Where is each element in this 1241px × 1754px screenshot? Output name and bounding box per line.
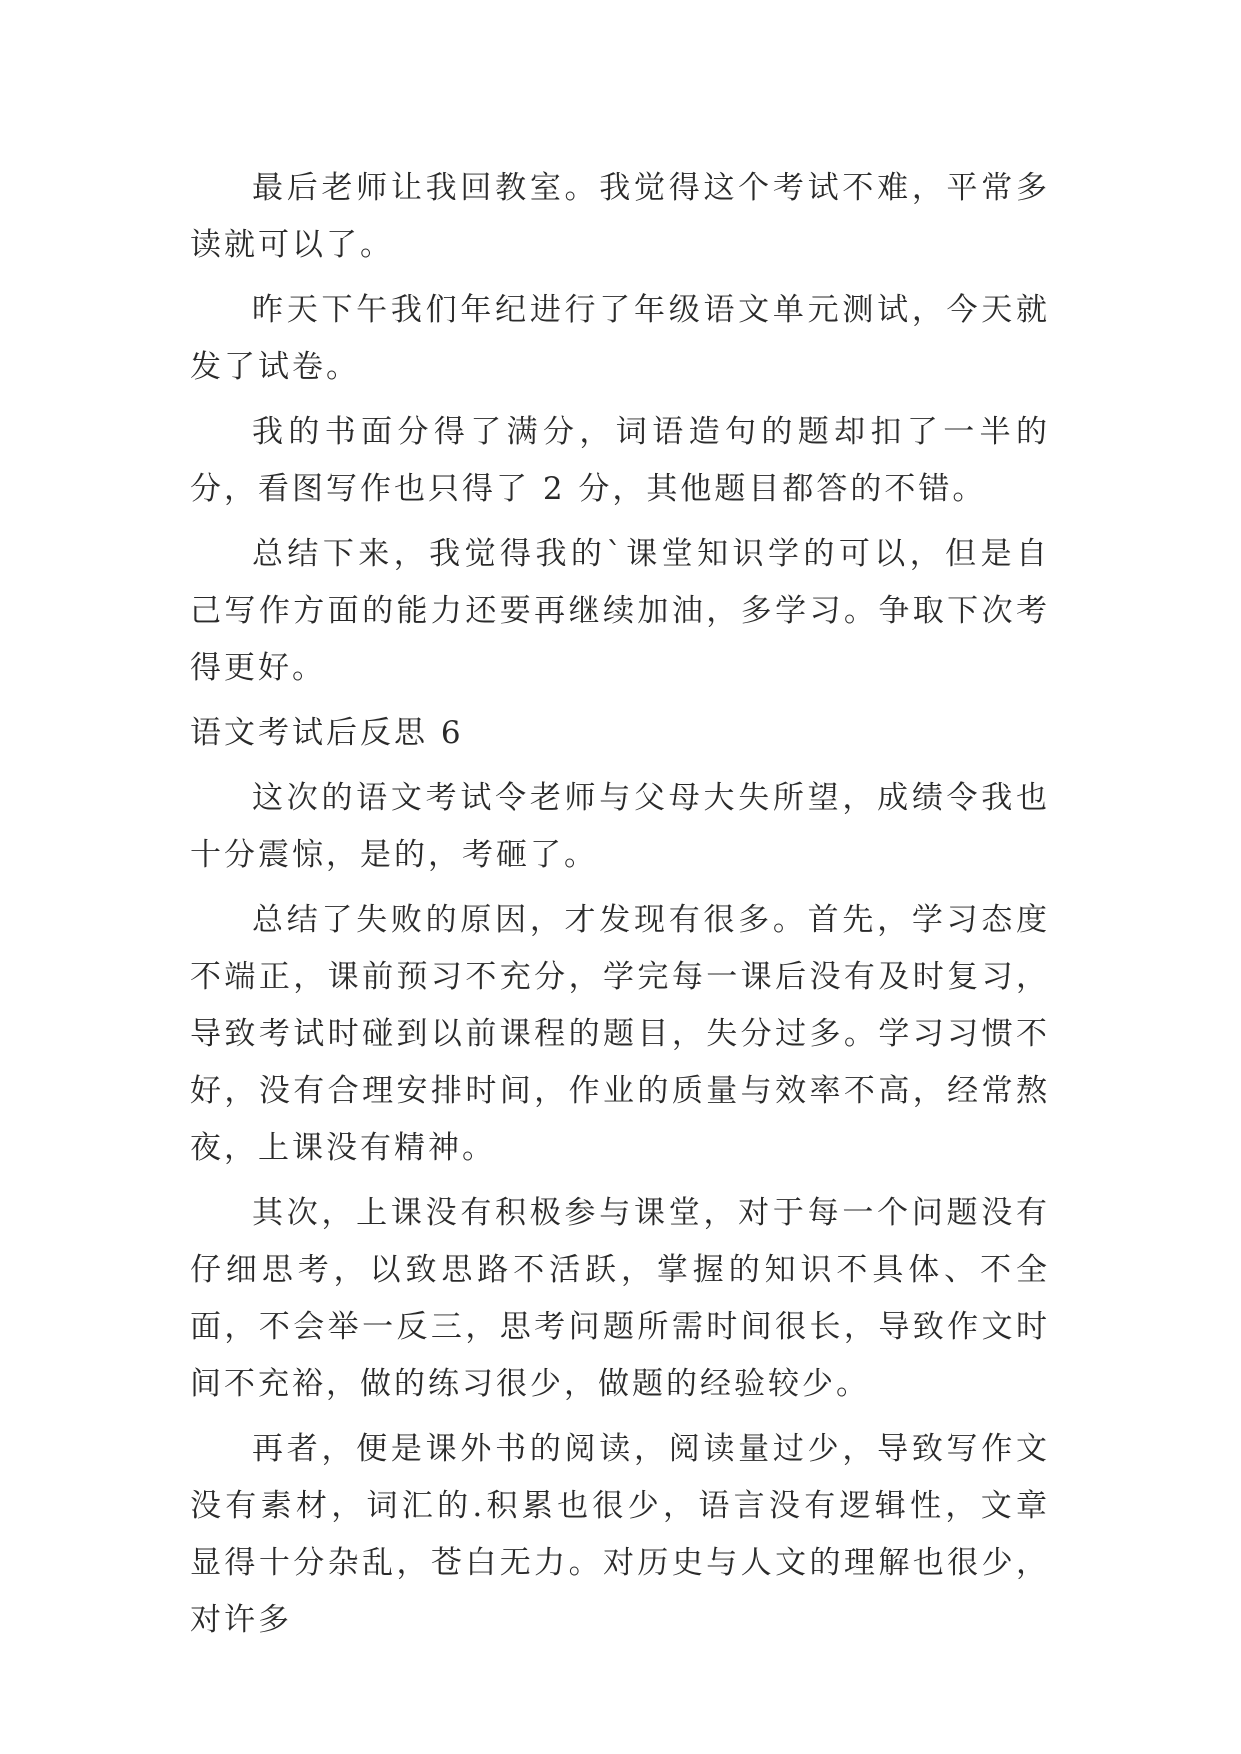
paragraph: 其次，上课没有积极参与课堂，对于每一个问题没有仔细思考，以致思路不活跃，掌握的知识不具体、不全面，不会举一反三，思考问题所需时间很长，导致作文时间不充裕，做的练习很少，做题的经验较少。 xyxy=(190,1195,1050,1402)
paragraph: 最后老师让我回教室。我觉得这个考试不难，平常多读就可以了。 xyxy=(190,170,1050,263)
paragraph: 我的书面分得了满分，词语造句的题却扣了一半的分，看图写作也只得了 2 分，其他题目都答的不错。 xyxy=(190,414,1050,507)
paragraph: 昨天下午我们年纪进行了年级语文单元测试，今天就发了试卷。 xyxy=(190,292,1050,385)
paragraph: 再者，便是课外书的阅读，阅读量过少，导致写作文没有素材，词汇的.积累也很少，语言没有逻辑性，文章显得十分杂乱，苍白无力。对历史与人文的理解也很少，对许多 xyxy=(190,1431,1050,1638)
paragraph: 总结下来，我觉得我的`课堂知识学的可以，但是自己写作方面的能力还要再继续加油，多学习。争取下次考得更好。 xyxy=(190,536,1050,686)
section-title: 语文考试后反思 6 xyxy=(190,715,464,751)
paragraph: 这次的语文考试令老师与父母大失所望，成绩令我也十分震惊，是的，考砸了。 xyxy=(190,780,1050,873)
paragraph: 总结了失败的原因，才发现有很多。首先，学习态度不端正，课前预习不充分，学完每一课后没有及时复习，导致考试时碰到以前课程的题目，失分过多。学习习惯不好，没有合理安排时间，作业的质量与效率不高，经常熬夜，上课没有精神。 xyxy=(190,902,1050,1166)
document-body xyxy=(190,160,1050,1657)
